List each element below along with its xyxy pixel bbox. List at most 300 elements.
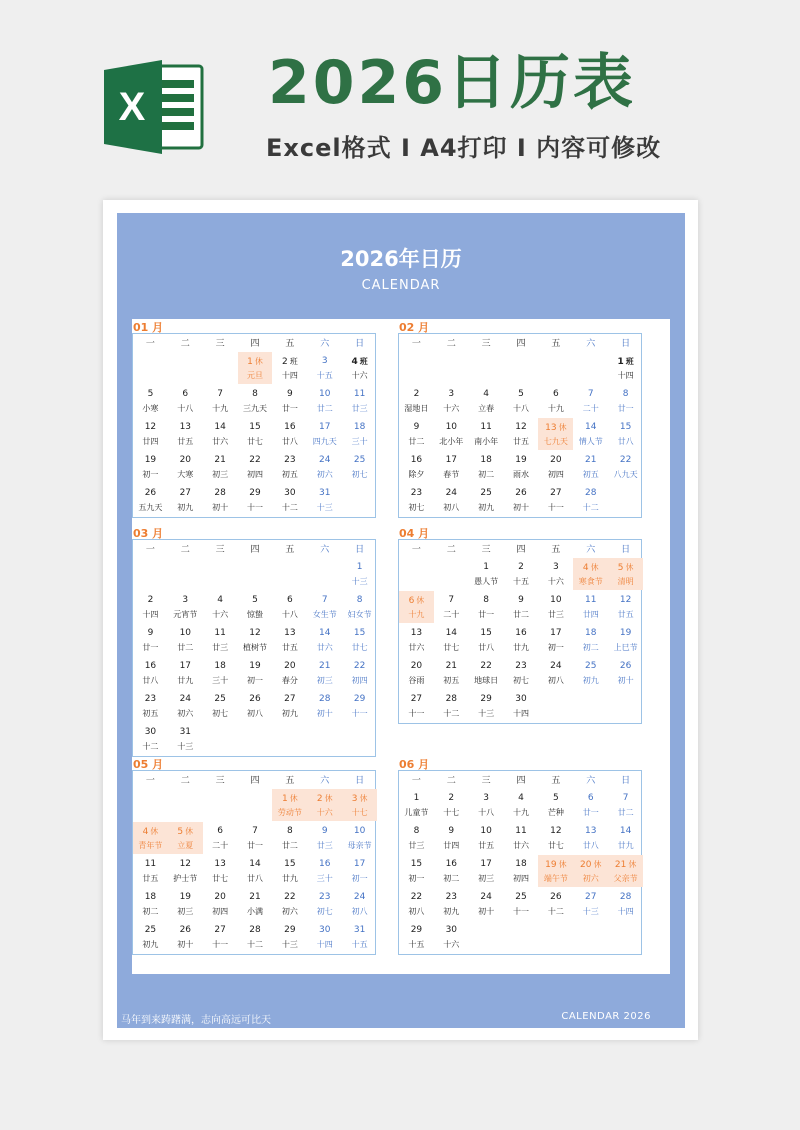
day-number xyxy=(434,488,469,498)
calendar-day[interactable] xyxy=(504,657,539,689)
calendar-day[interactable] xyxy=(133,921,168,953)
weekday-header: 日 xyxy=(621,545,631,555)
calendar-day[interactable] xyxy=(434,921,469,953)
day-number-text: 24 xyxy=(550,661,562,671)
day-number xyxy=(203,488,238,498)
lunar-label: 初七 xyxy=(513,676,529,685)
weekday-header: 三 xyxy=(215,776,225,786)
lunar-label: 初二 xyxy=(142,907,159,916)
calendar-day[interactable] xyxy=(608,451,643,483)
calendar-day[interactable] xyxy=(307,484,342,516)
calendar-day[interactable] xyxy=(342,385,377,417)
calendar-day[interactable] xyxy=(608,418,643,450)
lunar-label: 初十 xyxy=(513,503,529,512)
calendar-day[interactable] xyxy=(538,624,573,656)
day-number-text: 15 xyxy=(410,859,423,869)
calendar-day[interactable] xyxy=(272,690,307,722)
day-number xyxy=(342,356,377,367)
lunar-label: 惊蛰 xyxy=(247,610,263,619)
calendar-day[interactable] xyxy=(342,888,377,920)
calendar-day[interactable] xyxy=(399,624,434,656)
calendar-day[interactable] xyxy=(307,789,342,821)
calendar-day[interactable] xyxy=(272,888,307,920)
lunar-label: 十九 xyxy=(547,404,564,413)
day-number-text: 16 xyxy=(515,628,527,638)
calendar-day[interactable] xyxy=(573,822,608,854)
calendar-day[interactable] xyxy=(342,451,377,483)
calendar-day[interactable] xyxy=(342,418,377,450)
calendar-day[interactable] xyxy=(307,822,342,854)
calendar-day[interactable] xyxy=(238,888,273,920)
calendar-day[interactable] xyxy=(272,624,307,656)
calendar-day[interactable] xyxy=(399,484,434,516)
lunar-label: 初十 xyxy=(316,709,333,718)
calendar-day[interactable] xyxy=(168,855,203,887)
calendar-day[interactable] xyxy=(399,822,434,854)
calendar-day[interactable] xyxy=(133,690,168,722)
calendar-day[interactable] xyxy=(272,591,307,623)
calendar-day[interactable] xyxy=(203,888,238,920)
calendar-day[interactable] xyxy=(272,451,307,483)
calendar-day[interactable] xyxy=(272,385,307,417)
lunar-label: 初十 xyxy=(212,503,229,512)
lunar-label: 三九天 xyxy=(243,404,267,413)
lunar-label: 初九 xyxy=(443,907,460,916)
calendar-day[interactable] xyxy=(573,657,608,689)
calendar-day[interactable] xyxy=(399,855,434,887)
calendar-day[interactable] xyxy=(168,591,203,623)
page-subtitle: Excel格式 I A4打印 I 内容可修改 xyxy=(266,134,662,162)
day-number-text: 7 xyxy=(622,793,629,803)
calendar-day[interactable] xyxy=(504,558,539,590)
day-number-text: 23 xyxy=(144,694,157,704)
lunar-label: 初五 xyxy=(582,470,599,479)
calendar-day[interactable] xyxy=(469,855,504,887)
lunar-label: 十六 xyxy=(212,610,229,619)
lunar-label: 小寒 xyxy=(142,404,159,413)
day-number-text: 28 xyxy=(319,694,331,704)
lunar-label: 十六 xyxy=(351,371,368,380)
weekday-header: 六 xyxy=(586,545,596,555)
calendar-day[interactable] xyxy=(133,657,168,689)
calendar-day[interactable] xyxy=(504,888,539,920)
day-number xyxy=(573,859,608,870)
calendar-day[interactable] xyxy=(238,690,273,722)
lunar-label: 十七 xyxy=(443,808,460,817)
month-label: 01 月 xyxy=(133,321,164,334)
calendar-day[interactable] xyxy=(434,451,469,483)
calendar-day[interactable] xyxy=(307,385,342,417)
calendar-day[interactable] xyxy=(538,484,573,516)
calendar-day[interactable] xyxy=(573,558,608,590)
calendar-day[interactable] xyxy=(573,418,608,450)
calendar-day[interactable] xyxy=(573,451,608,483)
calendar-day[interactable] xyxy=(238,624,273,656)
calendar-day[interactable] xyxy=(168,723,203,755)
calendar-day[interactable] xyxy=(168,657,203,689)
calendar-day[interactable] xyxy=(469,558,504,590)
calendar-day[interactable] xyxy=(399,385,434,417)
day-number-text: 7 xyxy=(252,826,258,836)
calendar-day[interactable] xyxy=(399,418,434,450)
calendar-day[interactable] xyxy=(342,624,377,656)
calendar-day[interactable] xyxy=(504,822,539,854)
calendar-day[interactable] xyxy=(469,418,504,450)
calendar-day[interactable] xyxy=(272,822,307,854)
calendar-day[interactable] xyxy=(168,624,203,656)
calendar-day[interactable] xyxy=(434,484,469,516)
day-number xyxy=(504,892,539,902)
day-number-text: 25 xyxy=(144,925,157,935)
day-number xyxy=(342,628,377,638)
calendar-day[interactable] xyxy=(434,418,469,450)
calendar-day[interactable] xyxy=(133,591,168,623)
calendar-day[interactable] xyxy=(469,624,504,656)
calendar-day[interactable] xyxy=(434,385,469,417)
day-number xyxy=(307,892,342,902)
calendar-day[interactable] xyxy=(469,690,504,722)
day-number xyxy=(538,488,573,498)
calendar-day[interactable] xyxy=(133,451,168,483)
day-number-text: 1 xyxy=(356,562,363,572)
calendar-day[interactable] xyxy=(469,484,504,516)
calendar-day[interactable] xyxy=(538,888,573,920)
calendar-day[interactable] xyxy=(203,855,238,887)
calendar-day[interactable] xyxy=(573,385,608,417)
day-tag: 班 xyxy=(625,357,634,366)
calendar-day[interactable] xyxy=(538,822,573,854)
day-number-text: 26 xyxy=(619,661,632,671)
day-number-text: 24 xyxy=(319,455,331,465)
day-number-text: 14 xyxy=(319,628,331,638)
day-number-text: 12 xyxy=(619,595,632,605)
calendar-day[interactable] xyxy=(538,657,573,689)
day-number-text: 16 xyxy=(445,859,458,869)
day-number xyxy=(434,455,469,465)
calendar-day[interactable] xyxy=(133,723,168,755)
lunar-label: 初四 xyxy=(513,874,529,883)
calendar-day[interactable] xyxy=(203,690,238,722)
day-number xyxy=(272,488,307,498)
calendar-day[interactable] xyxy=(203,591,238,623)
day-number xyxy=(342,826,377,836)
calendar-day[interactable] xyxy=(434,657,469,689)
calendar-day[interactable] xyxy=(434,855,469,887)
calendar-day[interactable] xyxy=(168,484,203,516)
day-number xyxy=(238,455,273,465)
calendar-day[interactable] xyxy=(504,451,539,483)
calendar-day[interactable] xyxy=(608,624,643,656)
calendar-day[interactable] xyxy=(573,624,608,656)
calendar-day[interactable] xyxy=(272,418,307,450)
calendar-day[interactable] xyxy=(307,591,342,623)
calendar-day[interactable] xyxy=(272,657,307,689)
calendar-day[interactable] xyxy=(238,822,273,854)
calendar-day[interactable] xyxy=(133,418,168,450)
day-number xyxy=(203,859,238,869)
day-number xyxy=(469,826,504,836)
calendar-day[interactable] xyxy=(434,888,469,920)
lunar-label: 十二 xyxy=(142,742,159,751)
calendar-day[interactable] xyxy=(307,451,342,483)
calendar-day[interactable] xyxy=(538,558,573,590)
day-number xyxy=(573,455,608,465)
lunar-label: 廿三 xyxy=(547,610,564,619)
day-number xyxy=(399,389,434,399)
calendar-day[interactable] xyxy=(272,921,307,953)
day-number-text: 16 xyxy=(284,422,296,432)
day-number-text: 26 xyxy=(550,892,562,902)
day-number-text: 30 xyxy=(144,727,157,737)
day-number-text: 15 xyxy=(249,422,261,432)
calendar-day[interactable] xyxy=(504,385,539,417)
calendar-day[interactable] xyxy=(538,591,573,623)
lunar-label: 初二 xyxy=(582,643,599,652)
calendar-day[interactable] xyxy=(238,451,273,483)
excel-logo-icon xyxy=(104,58,204,156)
calendar-day[interactable] xyxy=(203,418,238,450)
month-label: 04 月 xyxy=(399,527,430,540)
calendar-day[interactable] xyxy=(238,418,273,450)
calendar-day[interactable] xyxy=(238,591,273,623)
calendar-day[interactable] xyxy=(608,385,643,417)
calendar-day[interactable] xyxy=(608,591,643,623)
lunar-label: 十八 xyxy=(513,404,529,413)
calendar-day[interactable] xyxy=(434,591,469,623)
day-number xyxy=(573,628,608,638)
day-number xyxy=(203,661,238,671)
calendar-day[interactable] xyxy=(238,352,273,384)
calendar-day[interactable] xyxy=(168,385,203,417)
day-number xyxy=(538,562,573,572)
day-number xyxy=(238,694,273,704)
calendar-day[interactable] xyxy=(307,418,342,450)
calendar-day[interactable] xyxy=(538,451,573,483)
calendar-day[interactable] xyxy=(538,855,573,887)
calendar-day[interactable] xyxy=(238,921,273,953)
calendar-day[interactable] xyxy=(203,385,238,417)
calendar-day[interactable] xyxy=(307,690,342,722)
calendar-day[interactable] xyxy=(238,484,273,516)
day-number-text: 5 xyxy=(147,389,154,399)
calendar-day[interactable] xyxy=(307,855,342,887)
calendar-day[interactable] xyxy=(342,352,377,384)
calendar-day[interactable] xyxy=(307,657,342,689)
calendar-day[interactable] xyxy=(399,690,434,722)
calendar-day[interactable] xyxy=(469,451,504,483)
day-number xyxy=(608,595,643,605)
day-number xyxy=(133,488,168,498)
calendar-day[interactable] xyxy=(203,657,238,689)
calendar-day[interactable] xyxy=(469,385,504,417)
calendar-day[interactable] xyxy=(399,921,434,953)
calendar-day[interactable] xyxy=(608,789,643,821)
month-grid xyxy=(398,539,642,724)
calendar-day[interactable] xyxy=(538,789,573,821)
weekday-header: 五 xyxy=(285,776,295,786)
calendar-day[interactable] xyxy=(133,624,168,656)
day-number-text: 20 xyxy=(214,892,226,902)
calendar-day[interactable] xyxy=(573,888,608,920)
day-number-text: 20 xyxy=(179,455,192,465)
day-number-text: 6 xyxy=(287,595,293,605)
calendar-day[interactable] xyxy=(573,484,608,516)
calendar-day[interactable] xyxy=(307,624,342,656)
calendar-day[interactable] xyxy=(504,690,539,722)
lunar-label: 十九 xyxy=(408,610,425,619)
calendar-day[interactable] xyxy=(168,921,203,953)
day-number-text: 20 xyxy=(580,860,592,870)
calendar-day[interactable] xyxy=(168,690,203,722)
footer-label: CALENDAR 2026 xyxy=(561,1011,651,1022)
calendar-day[interactable] xyxy=(168,888,203,920)
calendar-day[interactable] xyxy=(342,657,377,689)
lunar-label: 地球日 xyxy=(474,676,499,685)
day-tag: 休 xyxy=(558,423,567,432)
day-number-text: 26 xyxy=(515,488,527,498)
calendar-day[interactable] xyxy=(238,855,273,887)
day-number xyxy=(469,488,504,498)
calendar-day[interactable] xyxy=(203,624,238,656)
day-number xyxy=(434,694,469,704)
calendar-day[interactable] xyxy=(133,385,168,417)
lunar-label: 初二 xyxy=(478,470,495,479)
day-tag: 休 xyxy=(590,563,599,572)
calendar-day[interactable] xyxy=(342,558,377,590)
day-number-text: 3 xyxy=(483,793,490,803)
lunar-label: 初三 xyxy=(212,470,229,479)
calendar-day[interactable] xyxy=(434,690,469,722)
calendar-day[interactable] xyxy=(203,921,238,953)
calendar-day[interactable] xyxy=(238,657,273,689)
calendar-day[interactable] xyxy=(399,451,434,483)
calendar-day[interactable] xyxy=(504,418,539,450)
calendar-day[interactable] xyxy=(272,352,307,384)
day-number-text: 18 xyxy=(214,661,226,671)
calendar-day[interactable] xyxy=(469,789,504,821)
calendar-day[interactable] xyxy=(504,624,539,656)
calendar-day[interactable] xyxy=(504,855,539,887)
day-number-text: 27 xyxy=(284,694,296,704)
weekday-header: 六 xyxy=(586,339,596,349)
calendar-day[interactable] xyxy=(168,418,203,450)
calendar-day[interactable] xyxy=(469,657,504,689)
calendar-day[interactable] xyxy=(504,789,539,821)
day-number xyxy=(203,694,238,704)
calendar-day[interactable] xyxy=(342,822,377,854)
calendar-day[interactable] xyxy=(342,921,377,953)
day-number xyxy=(307,925,342,935)
lunar-label: 廿四 xyxy=(443,841,460,850)
day-number-text: 5 xyxy=(617,563,624,573)
calendar-day[interactable] xyxy=(168,451,203,483)
calendar-day[interactable] xyxy=(272,789,307,821)
calendar-day[interactable] xyxy=(608,657,643,689)
calendar-day[interactable] xyxy=(133,888,168,920)
day-number xyxy=(469,562,504,572)
lunar-label: 十六 xyxy=(443,940,460,949)
calendar-day[interactable] xyxy=(307,888,342,920)
calendar-day[interactable] xyxy=(469,591,504,623)
day-number-text: 15 xyxy=(284,859,296,869)
day-number xyxy=(238,488,273,498)
calendar-day[interactable] xyxy=(342,690,377,722)
calendar-day[interactable] xyxy=(399,591,434,623)
calendar-day[interactable] xyxy=(203,484,238,516)
lunar-label: 十三 xyxy=(316,503,333,512)
calendar-day[interactable] xyxy=(608,855,643,887)
lunar-label: 廿八 xyxy=(281,437,298,446)
calendar-day[interactable] xyxy=(399,789,434,821)
calendar-day[interactable] xyxy=(608,352,643,384)
calendar-day[interactable] xyxy=(238,385,273,417)
day-number xyxy=(399,595,434,606)
calendar-day[interactable] xyxy=(203,822,238,854)
calendar-day[interactable] xyxy=(504,591,539,623)
weekday-header: 二 xyxy=(446,776,456,786)
calendar-day[interactable] xyxy=(434,822,469,854)
calendar-day[interactable] xyxy=(399,657,434,689)
lunar-label: 护士节 xyxy=(173,874,198,883)
calendar-day[interactable] xyxy=(342,855,377,887)
day-number xyxy=(573,793,608,803)
weekday-header: 六 xyxy=(320,776,330,786)
day-number-text: 30 xyxy=(445,925,458,935)
calendar-day[interactable] xyxy=(608,558,643,590)
calendar-day[interactable] xyxy=(538,418,573,450)
lunar-label: 初三 xyxy=(177,907,194,916)
calendar-day[interactable] xyxy=(307,921,342,953)
calendar-day[interactable] xyxy=(342,591,377,623)
calendar-day[interactable] xyxy=(573,855,608,887)
day-number-text: 10 xyxy=(319,389,331,399)
calendar-day[interactable] xyxy=(272,855,307,887)
calendar-day[interactable] xyxy=(272,484,307,516)
calendar-day[interactable] xyxy=(434,624,469,656)
calendar-day[interactable] xyxy=(573,591,608,623)
day-number-text: 22 xyxy=(353,661,366,671)
calendar-day[interactable] xyxy=(469,888,504,920)
calendar-day[interactable] xyxy=(504,484,539,516)
calendar-day[interactable] xyxy=(608,888,643,920)
day-number xyxy=(272,694,307,704)
lunar-label: 植树节 xyxy=(243,643,267,652)
calendar-day[interactable] xyxy=(203,451,238,483)
calendar-day[interactable] xyxy=(469,822,504,854)
day-number xyxy=(342,389,377,399)
lunar-label: 十三 xyxy=(351,577,368,586)
calendar-day[interactable] xyxy=(608,822,643,854)
day-number-text: 25 xyxy=(214,694,226,704)
calendar-day[interactable] xyxy=(342,789,377,821)
calendar-day[interactable] xyxy=(434,789,469,821)
day-number xyxy=(133,455,168,465)
calendar-day[interactable] xyxy=(133,822,168,854)
calendar-day[interactable] xyxy=(168,822,203,854)
day-number-text: 27 xyxy=(585,892,597,902)
calendar-day[interactable] xyxy=(307,352,342,384)
calendar-day[interactable] xyxy=(573,789,608,821)
day-number-text: 16 xyxy=(410,455,423,465)
calendar-day[interactable] xyxy=(399,888,434,920)
calendar-day[interactable] xyxy=(133,855,168,887)
day-number-text: 17 xyxy=(550,628,562,638)
day-number-text: 7 xyxy=(321,595,328,605)
day-number-text: 18 xyxy=(144,892,157,902)
calendar-day[interactable] xyxy=(133,484,168,516)
lunar-label: 初四 xyxy=(547,470,564,479)
calendar-day[interactable] xyxy=(538,385,573,417)
